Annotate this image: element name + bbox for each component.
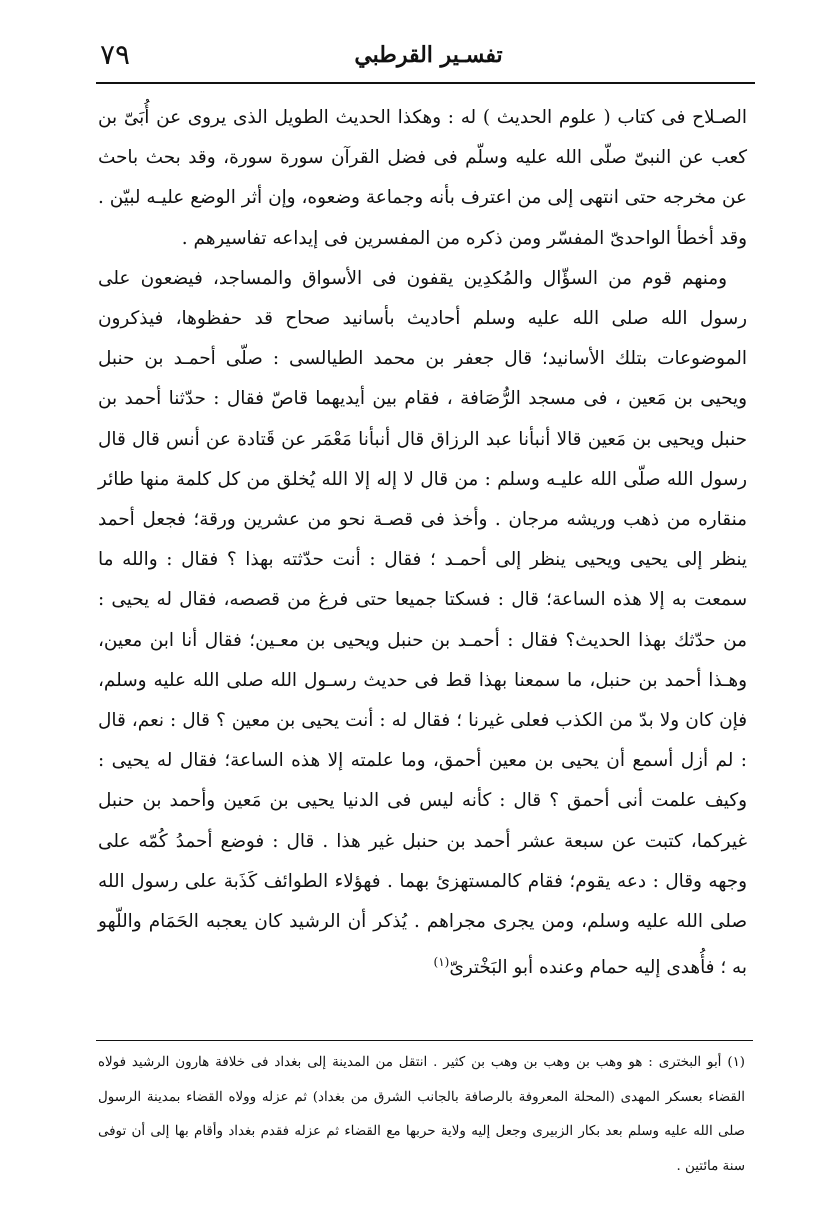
footnotes bbox=[98, 1046, 745, 1184]
page-number: ٧٩ bbox=[100, 38, 131, 71]
paragraph-text: ومنهم قوم من السؤّال والمُكدِين يقفون فى الأسواق والمساجد، فيضعون على رسول الله صلى الله عليه وسلم أحاديث بأسانيد صحاح قد حفظوها، فيذكرون الموضوعات بتلك الأسانيد؛ قال جعفر بن محمد الطيالسى : صلّى أحمـد بن حنبل ويحيى بن مَعين ، فى مسجد الرُّصَافة ، فقام بين أيديهما قاصّ فقال : حدّثنا أحمد بن حنبل ويحيى بن مَعين قالا أنبأنا عبد الرزاق قال أنبأنا مَعْمَر عن قَتادة عن أنس قال قال رسول الله صلّى الله عليـه وسلم : من قال لا إله إلا الله يُخلق من كل كلمة منها طائر منقاره من ذهب وريشه مرجان . وأخذ فى قصـة نحو من عشرين ورقة؛ فجعل أحمد ينظر إلى يحيى ويحيى ينظر إلى أحمـد ؛ فقال : أنت حدّثته بهذا ؟ فقال : والله ما سمعت به إلا هذه الساعة؛ قال : فسكتا جميعا حتى فرغ من قصصه، فقال له يحيى : من حدّثك بهذا الحديث؟ فقال : أحمـد بن حنبل ويحيى بن معـين؛ فقال أنا ابن معين، وهـذا أحمد بن حنبل، ما سمعنا بهذا قط فى حديث رسـول الله صلى الله عليه وسلم، فإن كان ولا بدّ من الكذب فعلى غيرنا ؛ فقال له : أنت يحيى بن معين ؟ قال : نعم، قال : لم أزل أسمع أن يحيى بن معين أحمق، وما علمته إلا هذه الساعة؛ فقال له يحيى : وكيف علمت أنى أحمق ؟ قال : كأنه ليس فى الدنيا يحيى بن مَعين وأحمد بن حنبل غيركما، كتبت عن سبعة عشر أحمد بن حنبل غير هذا . قال : فوضع أحمدُ كُمّه على وجهه وقال : دعه يقوم؛ فقام كالمستهزئ بهما . فهؤلاء الطوائف كَذَبة على رسول الله صلى الله عليه وسلم، ومن يجرى مجراهم . يُذكر أن الرشيد كان يعجبه الحَمَام واللّهو به ؛ فأُهدى إليه حمام وعنده أبو البَخْترىّ bbox=[98, 267, 747, 979]
paragraph bbox=[98, 259, 747, 989]
footnote: (١) أبو البخترى : هو وهب بن وهب بن وهب بن كثير . انتقل من المدينة إلى بغداد فى خلافة هارون الرشيد فولاه القضاء بعسكر المهدى (المحلة المعروفة بالرصافة بالجانب الشرق من بغداد) ثم عزله وولاه القضاء بمدينة الرسول صلى الله عليه وسلم بعد بكار الزبيرى وجعل إليه ولاية حربها مع القضاء ثم عزله فقدم بغداد وأقام بها إلى أن توفى سنة مائتين . bbox=[98, 1055, 745, 1174]
page-header bbox=[100, 38, 757, 78]
footnote-marker: (١) bbox=[433, 955, 450, 970]
header-divider bbox=[96, 82, 755, 84]
main-text bbox=[98, 98, 747, 989]
running-title: تفسـير القرطبي bbox=[354, 42, 503, 68]
paragraph: الصـلاح فى كتاب ( علوم الحديث ) له : وهكذا الحديث الطويل الذى يروى عن أُبَىّ بن كعب عن النبىّ صلّى الله عليه وسلّم فى فضل القرآن سورة سورة، وقد بحث باحث عن مخرجه حتى انتهى إلى من اعترف بأنه وجماعة وضعوه، وإن أثر الوضع عليـه لبيّن . وقد أخطأ الواحدىّ المفسّر ومن ذكره من المفسرين فى إيداعه تفاسيرهم . bbox=[98, 107, 747, 249]
footnote-divider bbox=[96, 1040, 753, 1041]
